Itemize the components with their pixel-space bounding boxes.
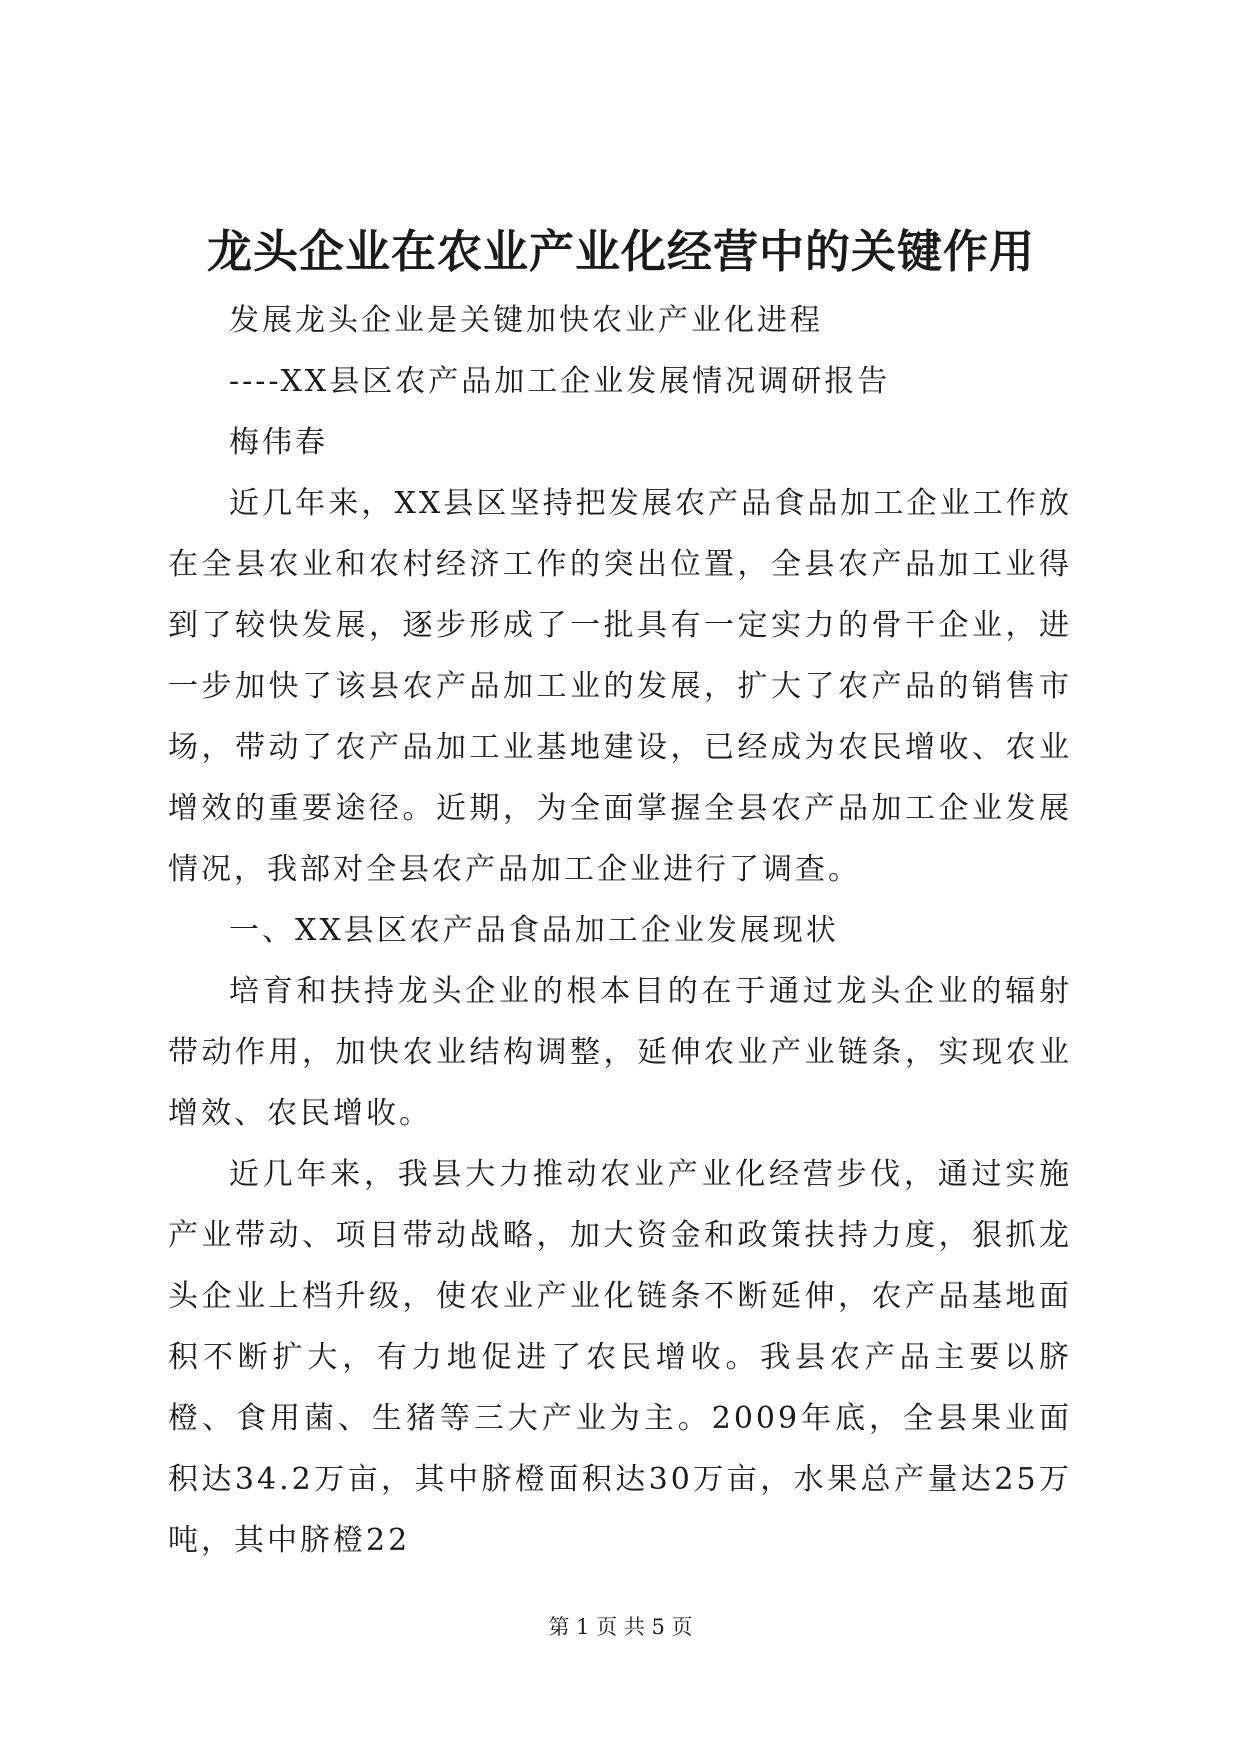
author-paragraph: 梅伟春	[229, 425, 328, 460]
page-number-footer: 第 1 页 共 5 页	[548, 1615, 693, 1639]
section-heading: 一、XX县区农产品食品加工企业发展现状	[229, 913, 839, 948]
intro-paragraph: 近几年来，XX县区坚持把发展农产品食品加工企业工作放在全县农业和农村经济工作的突出位置，全县农产品加工业得到了较快发展，逐步形成了一批具有一定实力的骨干企业，进一步加快了该县农产品加工业的发展，扩大了农产品的销售市场，带动了农产品加工业基地建设，已经成为农民增收、农业增效的重要途径。近期，为全面掌握全县农产品加工企业发展情况，我部对全县农产品加工企业进行了调查。	[168, 486, 1072, 887]
document-title: 龙头企业在农业产业化经营中的关键作用	[206, 225, 1035, 278]
subtitle-paragraph: 发展龙头企业是关键加快农业产业化进程	[229, 303, 823, 338]
body-paragraph: 近几年来，我县大力推动农业产业化经营步伐，通过实施产业带动、项目带动战略，加大资金和政策扶持力度，狠抓龙头企业上档升级，使农业产业化链条不断延伸，农产品基地面积不断扩大，有力地促进了农民增收。我县农产品主要以脐橙、食用菌、生猪等三大产业为主。2009年底，全县果业面积达34.2万亩，其中脐橙面积达30万亩，水果总产量达25万吨，其中脐橙22	[168, 1157, 1072, 1558]
report-subtitle-paragraph: ----XX县区农产品加工企业发展情况调研报告	[229, 364, 891, 399]
body-paragraph: 培育和扶持龙头企业的根本目的在于通过龙头企业的辐射带动作用，加快农业结构调整，延伸农业产业链条，实现农业增效、农民增收。	[168, 974, 1072, 1131]
document-body	[168, 290, 1072, 1571]
